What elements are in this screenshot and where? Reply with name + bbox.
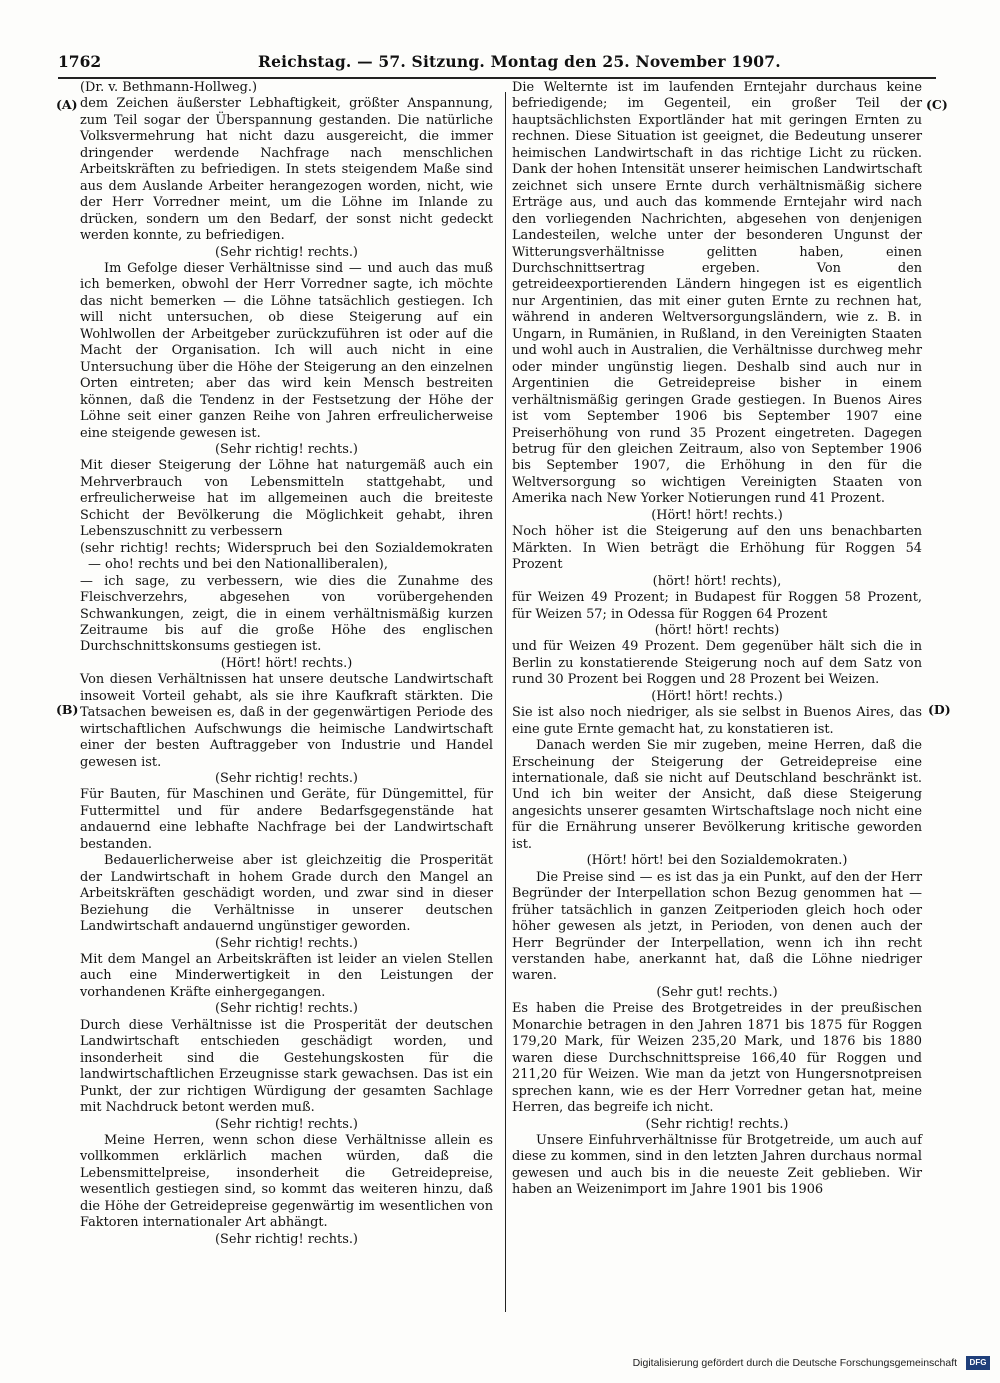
interjection: (Sehr gut! rechts.) (656, 984, 778, 1000)
interjection: (Sehr richtig! rechts.) (215, 1231, 358, 1247)
interjection: (Sehr richtig! rechts.) (215, 771, 358, 787)
paragraph: Es haben die Preise des Brotgetreides in der preußischen Monarchie betragen in den Jahren 1871 bis 1875 für Roggen 179,20 Mark, für Weizen 235,20 Mark, und 1876 bis 1880 waren diese Durchschnittspreise 166,40 für Roggen und 211,20 für Weizen. Wie man da jetzt von Hungersnotpreisen sprechen kann, wie es der Herr Vorredner getan hat, meine Herren, das begreife ich nicht. (512, 1001, 922, 1116)
margin-marker-a: (A) (56, 97, 78, 112)
paragraph: und für Weizen 49 Prozent. Dem gegenüber hält sich die in Berlin zu konstatierende Steigerung noch auf dem Satz von rund 30 Prozent bei Roggen und 28 Prozent bei Weizen. (512, 639, 922, 688)
paragraph: — ich sage, zu verbessern, wie dies die Zunahme des Fleischverzehrs, abgesehen von vorübergehenden Schwankungen, zeigt, die in einem verhältnismäßig kurzen Zeitraume bis auf die große Höhe des englischen Durchschnittskonsums gestiegen ist. (80, 573, 493, 655)
paragraph: Mit dieser Steigerung der Löhne hat naturgemäß auch ein Mehrverbrauch von Lebensmitteln stattgehabt, und erfreulicherweise hat im allgemeinen auch die breiteste Schicht der Bevölkerung die Möglichkeit gehabt, ihren Lebenszuschnitt zu verbessern (80, 458, 493, 540)
paragraph: Noch höher ist die Steigerung auf den uns benachbarten Märkten. In Wien beträgt die Erhöhung für Roggen 54 Prozent (512, 524, 922, 573)
paragraph: Die Welternte ist im laufenden Erntejahr durchaus keine befriedigende; im Gegenteil, ein großer Teil der hauptsächlichsten Exportländer hat mit geringen Ernten zu rechnen. Diese Situation ist geeignet, die Bedeutung unserer heimischen Landwirtschaft in das richtige Licht zu rücken. Dank der hohen Intensität unserer heimischen Landwirtschaft zeichnet sich unsere Ernte durch verhältnismäßig sichere Erträge aus, und auch das kommende Erntejahr wird nach den vorliegenden Nachrichten, abgesehen von denjenigen Landesteilen, welche unter der besonderen Ungunst der Witterungsverhältnisse gelitten haben, einen Durchschnittsertrag ergeben. Von den getreideexportierenden Ländern hingegen ist es eigentlich nur Argentinien, das mit einer guten Ernte zu rechnen hat, während in anderen Weltversorgungsländern, wie z. B. in Ungarn, in Rumänien, in Rußland, in den Vereinigten Staaten und wohl auch in Australien, die Verhältnisse durchweg mehr oder minder ungünstig liegen. Deshalb sind auch nur in Argentinien die Getreidepreise bisher in einem verhältnismäßig geringen Grade gestiegen. In Buenos Aires ist vom September 1906 bis September 1907 eine Preiserhöhung von rund 35 Prozent eingetreten. Dagegen betrug für den gleichen Zeitraum, also von September 1906 bis September 1907, die Erhöhung in den für die Weltversorgung so wichtigen Vereinigten Staaten von Amerika nach New Yorker Notierungen rund 41 Prozent. (512, 80, 922, 507)
header-rule (58, 77, 936, 79)
speaker-name: (Dr. v. Bethmann-Hollweg.) (80, 80, 257, 95)
interjection: (Sehr richtig! rechts.) (215, 1116, 358, 1132)
interjection: (sehr richtig! rechts; Widerspruch bei den Sozialdemokraten — oho! rechts und bei den Nationalliberalen), (80, 540, 493, 573)
paragraph: Durch diese Verhältnisse ist die Prosperität der deutschen Landwirtschaft entschieden geschädigt worden, und insonderheit sind die Gestehungskosten für die landwirtschaftlichen Erzeugnisse stark gewachsen. Das ist ein Punkt, der zur richtigen Würdigung der gesamten Sachlage mit Nachdruck betont werden muß. (80, 1017, 493, 1116)
interjection: (hört! hört! rechts) (654, 622, 780, 638)
credit-text: Digitalisierung gefördert durch die Deutsche Forschungsgemeinschaft (632, 1357, 958, 1369)
interjection: (Hört! hört! rechts.) (651, 507, 783, 523)
paragraph: Im Gefolge dieser Verhältnisse sind — und auch das muß ich bemerken, obwohl der Herr Vorredner sagte, ich möchte das nicht bemerken — die Löhne tatsächlich gestiegen. Ich will nicht untersuchen, ob diese Steigerung auf ein Wohlwollen der Arbeitgeber zurückzuführen ist oder auf die Macht der Organisation. Ich will auch nicht in eine Untersuchung über die Höhe der Steigerung an den einzelnen Orten eintreten; aber das wird kein Mensch bestreiten können, daß die Tendenz in der Festsetzung der Höhe der Löhne seit einer ganzen Reihe von Jahren erfreulicherweise eine steigende gewesen ist. (80, 260, 493, 441)
paragraph: dem Zeichen äußerster Lebhaftigkeit, größter Anspannung, zum Teil sogar der Überspannung gestanden. Die natürliche Volksvermehrung hat nicht dazu ausgereicht, die immer dringender werdende Nachfrage nach menschlichen Arbeitskräften zu befriedigen. In stets steigendem Maße sind aus dem Auslande Arbeiter herangezogen worden, nicht, wie der Herr Vorredner meint, um die Löhne im Inlande zu drücken, sondern um den Bedarf, der sonst nicht gedeckt werden konnte, zu befriedigen. (80, 96, 493, 244)
interjection: (Sehr richtig! rechts.) (215, 441, 358, 457)
interjection: (Hört! hört! bei den Sozialdemokraten.) (586, 853, 848, 869)
paragraph: Unsere Einfuhrverhältnisse für Brotgetreide, um auch auf diese zu kommen, sind in den letzten Jahren durchaus normal gewesen und auch bis in die neueste Zeit geblieben. Wir haben an Weizenimport im Jahre 1901 bis 1906 (512, 1133, 922, 1198)
interjection: (Sehr richtig! rechts.) (215, 244, 358, 260)
interjection: (hört! hört! rechts), (652, 573, 782, 589)
paragraph: Die Preise sind — es ist das ja ein Punkt, auf den der Herr Begründer der Interpellation schon Bezug genommen hat — früher tatsächlich in ganzen Zeitperioden gleich hoch oder höher gewesen als jetzt, in Perioden, von denen auch der Herr Begründer der Interpellation, wenn ich ihn recht verstanden habe, anerkannt hat, daß die Löhne niedriger waren. (512, 869, 922, 984)
interjection: (Hört! hört! rechts.) (651, 688, 783, 704)
right-column (512, 80, 922, 1199)
interjection: (Hört! hört! rechts.) (220, 655, 353, 671)
paragraph: Sie ist also noch niedriger, als sie selbst in Buenos Aires, das eine gute Ernte gemacht hat, zu konstatieren ist. (512, 705, 922, 737)
paragraph: Meine Herren, wenn schon diese Verhältnisse allein es vollkommen erklärlich machen würden, daß die Lebensmittelpreise, insonderheit die Getreidepreise, wesentlich gestiegen sind, so kommt das weiteren hinzu, daß die Höhe der Getreidepreise gegenwärtig im wesentlichen von Faktoren internationaler Art abhängt. (80, 1133, 493, 1231)
margin-marker-b: (B) (56, 702, 79, 717)
paragraph: Für Bauten, für Maschinen und Geräte, für Düngemittel, für Futtermittel und für andere Bedarfsgegenstände hat andauernd eine lebhafte Nachfrage bei der Landwirtschaft bestanden. (80, 787, 493, 852)
margin-marker-c: (C) (926, 97, 948, 112)
column-divider (505, 92, 506, 1312)
left-column (80, 80, 493, 1248)
paragraph: Danach werden Sie mir zugeben, meine Herren, daß die Erscheinung der Steigerung der Getreidepreise eine internationale, daß sie nicht auf Deutschland beschränkt ist. Und ich bin weiter der Ansicht, daß diese Steigerung angesichts unserer gesamten Wirtschaftslage noch nicht eine für die Ernährung unserer Bevölkerung kritische geworden ist. (512, 738, 922, 852)
paragraph: Mit dem Mangel an Arbeitskräften ist leider an vielen Stellen auch eine Minderwertigkeit in den Leistungen der vorhandenen Kräfte einhergegangen. (80, 952, 493, 1000)
paragraph: für Weizen 49 Prozent; in Budapest für Roggen 58 Prozent, für Weizen 57; in Odessa für Roggen 64 Prozent (512, 590, 922, 622)
page-number: 1762 (58, 52, 102, 71)
interjection: (Sehr richtig! rechts.) (215, 935, 358, 951)
dfg-logo-icon: DFG (966, 1356, 990, 1370)
page-header (58, 48, 936, 76)
paragraph: Von diesen Verhältnissen hat unsere deutsche Landwirtschaft insoweit Vorteil gehabt, als sie ihre Kaufkraft stärkten. Die Tatsachen beweisen es, daß in der gegenwärtigen Periode des wirtschaftlichen Aufschwungs die heimische Landwirtschaft einer der besten Auftraggeber von Industrie und Handel gewesen ist. (80, 672, 493, 770)
margin-marker-d: (D) (928, 702, 951, 717)
interjection: (Sehr richtig! rechts.) (645, 1116, 789, 1132)
interjection: (Sehr richtig! rechts.) (215, 1001, 358, 1017)
digitization-credit (633, 1354, 990, 1372)
running-title: Reichstag. — 57. Sitzung. Montag den 25. November 1907. (258, 52, 781, 71)
paragraph: Bedauerlicherweise aber ist gleichzeitig die Prosperität der Landwirtschaft in hohem Grade durch den Mangel an Arbeitskräften geschädigt worden, und zwar sind in dieser Beziehung die Verhältnisse in unserer deutschen Landwirtschaft andauernd ungünstiger geworden. (80, 853, 493, 935)
